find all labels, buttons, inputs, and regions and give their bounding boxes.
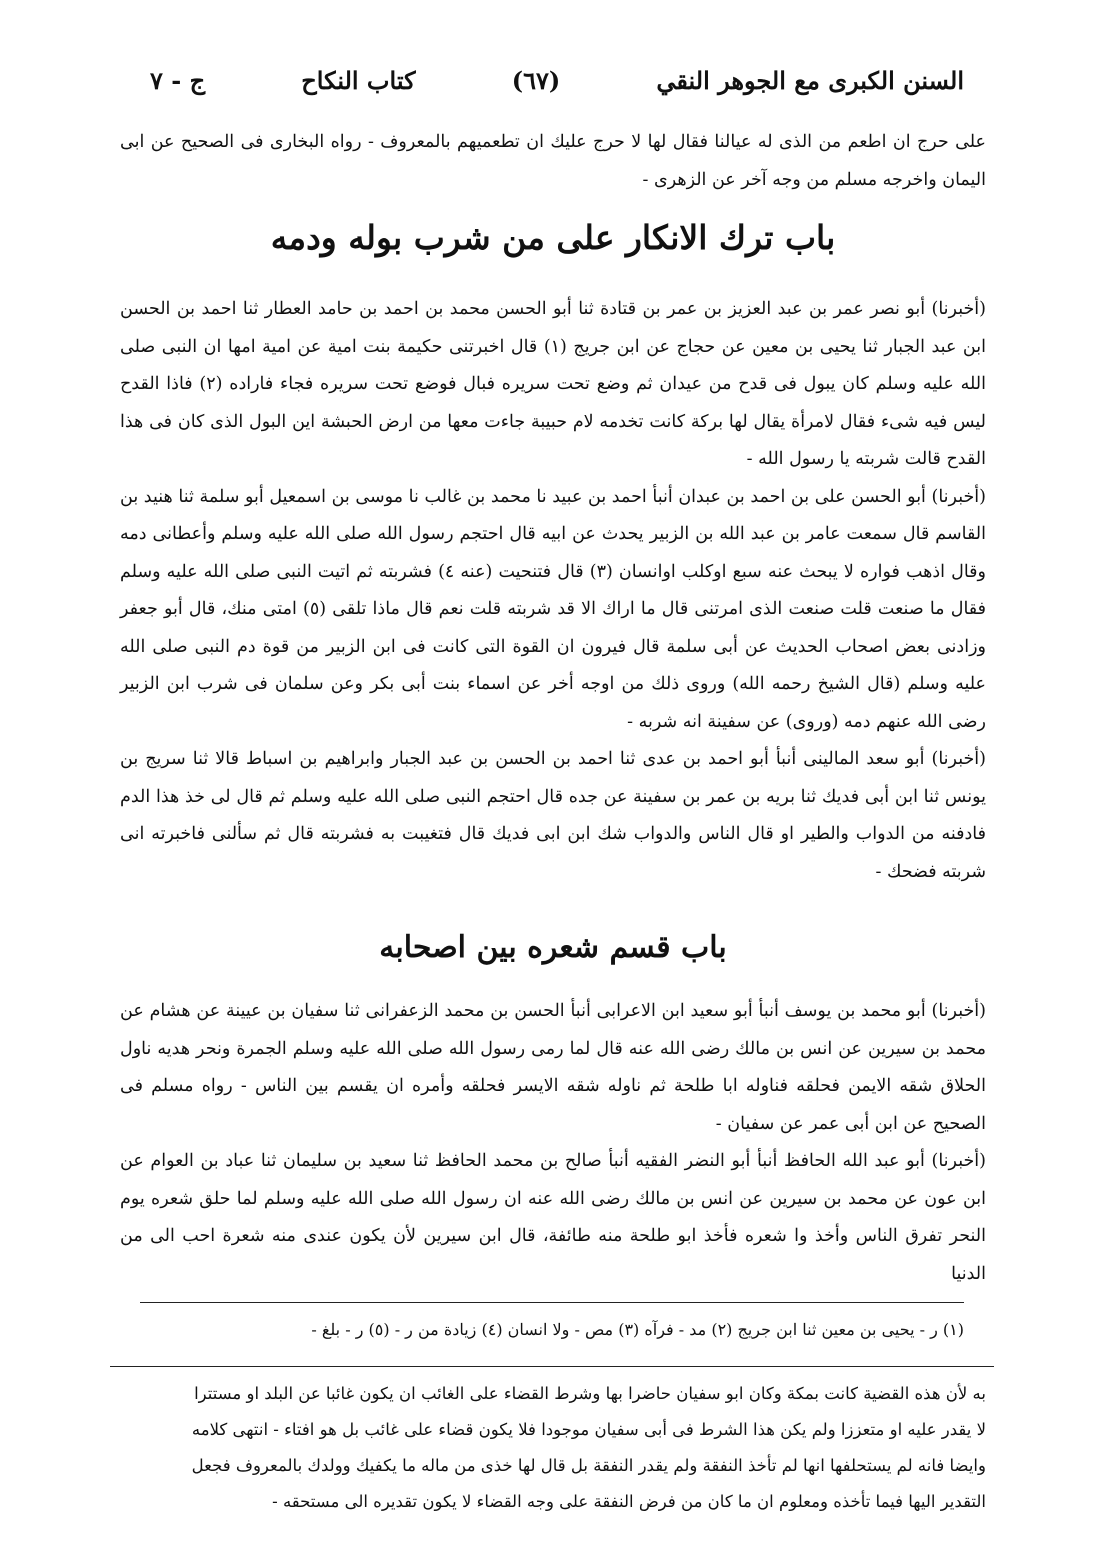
- section-heading-1: باب ترك الانكار على من شرب بوله ودمه: [270, 218, 836, 257]
- commentary-divider: [110, 1366, 994, 1367]
- commentary-line: لا يقدر عليه او متعززا ولم يكن هذا الشرط فى أبى سفيان موجودا فلا يكون قضاء على غائب بل هو افتاء - انتهى كلامه: [191, 1420, 986, 1439]
- section-1-body: [120, 291, 986, 891]
- commentary-line: التقدير اليها فيما تأخذه ومعلوم ان ما كان من فرض النفقة على وجه القضاء لا يكون تقديره الى مستحقه -: [272, 1492, 986, 1511]
- section-2-body: [120, 993, 986, 1293]
- hadith-paragraph: (أخبرنا) أبو محمد بن يوسف أنبأ أبو سعيد ابن الاعرابى أنبأ الحسن بن محمد الزعفرانى ثنا سفيان بن عيينة عن هشام عن محمد بن سيرين عن انس بن مالك رضى الله عنه قال لما رمى رسول الله صلى الله عليه وسلم الجمرة ونحر هديه ناول الحلاق شقه الايمن فحلقه فناوله ابا طلحة ثم ناوله شقه الايسر فحلقه وأمره ان يقسم بين الناس - رواه مسلم فى الصحيح عن ابن أبى عمر عن سفيان -: [120, 1001, 986, 1134]
- running-header: [150, 66, 964, 95]
- hadith-paragraph: (أخبرنا) أبو عبد الله الحافظ أنبأ أبو النضر الفقيه أنبأ صالح بن محمد الحافظ ثنا سعيد بن سليمان ثنا عباد بن العوام عن ابن عون عن محمد بن سيرين عن انس بن مالك رضى الله عنه ان رسول الله صلى الله عليه وسلم لما حلق شعره يوم النحر تفرق الناس وأخذ وا شعره فأخذ ابو طلحة منه طائفة، قال ابن سيرين لأن يكون عندى منه شعرة احب الى من الدنيا: [120, 1151, 986, 1284]
- chapter-title: كتاب النكاح: [301, 66, 416, 95]
- commentary-line: به لأن هذه القضية كانت بمكة وكان ابو سفيان حاضرا بها وشرط القضاء على الغائب ان يكون غائبا عن البلد او مستترا: [194, 1384, 986, 1403]
- hadith-paragraph: (أخبرنا) أبو نصر عمر بن عبد العزيز بن عمر بن قتادة ثنا أبو الحسن محمد بن احمد بن حامد العطار ثنا احمد بن الحسن ابن عبد الجبار ثنا يحيى بن معين عن حجاج عن ابن جريج (١) قال اخبرتنى حكيمة بنت امية عن امية امها ان النبى صلى الله عليه وسلم كان يبول فى قدح من عيدان ثم وضع تحت سريره فبال فوضع تحت سريره فجاء فاراده (٢) فاذا القدح ليس فيه شىء فقال لامرأة يقال لها بركة كانت تخدمه لام حبيبة جاءت معها من ارض الحبشة اين البول الذى كان فى هذا القدح قالت شربته يا رسول الله -: [120, 299, 986, 469]
- continuation-text: على حرج ان اطعم من الذى له عيالنا فقال لها لا حرج عليك ان تطعميهم بالمعروف - رواه البخارى فى الصحيح عن ابى اليمان واخرجه مسلم من وجه آخر عن الزهرى -: [120, 132, 986, 190]
- footnotes: (١) ر - يحيى بن معين ثنا ابن جريج (٢) مد - فرآه (٣) مص - ولا انسان (٤) زيادة من ر - (٥) ر - بلغ -: [311, 1320, 964, 1339]
- hadith-paragraph: (أخبرنا) أبو الحسن على بن احمد بن عبدان أنبأ احمد بن عبيد نا محمد بن غالب نا موسى بن اسمعيل أبو سلمة ثنا هنيد بن القاسم قال سمعت عامر بن عبد الله بن الزبير يحدث عن ابيه قال احتجم رسول الله صلى الله عليه وسلم وأعطانى دمه وقال اذهب فواره لا يبحث عنه سبع اوكلب اوانسان (٣) قال فتنحيت (عنه ٤) فشربته ثم اتيت النبى صلى الله عليه وسلم فقال ما صنعت قلت صنعت الذى امرتنى قال ما اراك الا قد شربته قلت نعم قال ماذا تلقى (٥) امتى منك، قال أبو جعفر وزادنى بعض اصحاب الحديث عن أبى سلمة قال فيرون ان القوة التى كانت فى ابن الزبير من قوة دم النبى صلى الله عليه وسلم (قال الشيخ رحمه الله) وروى ذلك من اوجه أخر عن اسماء بنت أبى بكر وعن سلمان فى شرب ابن الزبير رضى الله عنهم دمه (وروى) عن سفينة انه شربه -: [120, 486, 987, 732]
- book-title: السنن الكبرى مع الجوهر النقي: [656, 66, 964, 95]
- commentary-block: [112, 1376, 986, 1520]
- section-heading-2: باب قسم شعره بين اصحابه: [379, 930, 727, 965]
- commentary-line: وايضا فانه لم يستحلفها انها لم تأخذ النفقة ولم يقدر النفقة بل قال لها خذى من ماله ما يكفيك وولدك بالمعروف فجعل: [191, 1456, 986, 1475]
- footnote-divider: [140, 1302, 964, 1303]
- hadith-paragraph: (أخبرنا) أبو سعد المالينى أنبأ أبو احمد بن عدى ثنا احمد بن الحسن بن عبد الجبار وابراهيم بن اسباط قالا ثنا سريج بن يونس ثنا ابن أبى فديك ثنا بريه بن عمر بن سفينة عن جده قال احتجم النبى صلى الله عليه وسلم ثم قال لى خذ هذا الدم فادفنه من الدواب والطير او قال الناس والدواب شك ابن ابى فديك قال فتغيبت به فشربته قال ثم سألنى فاخبرته انى شربته فضحك -: [120, 749, 986, 882]
- page-number: (٦٧): [511, 66, 561, 95]
- volume-label: ج - ٧: [150, 66, 206, 95]
